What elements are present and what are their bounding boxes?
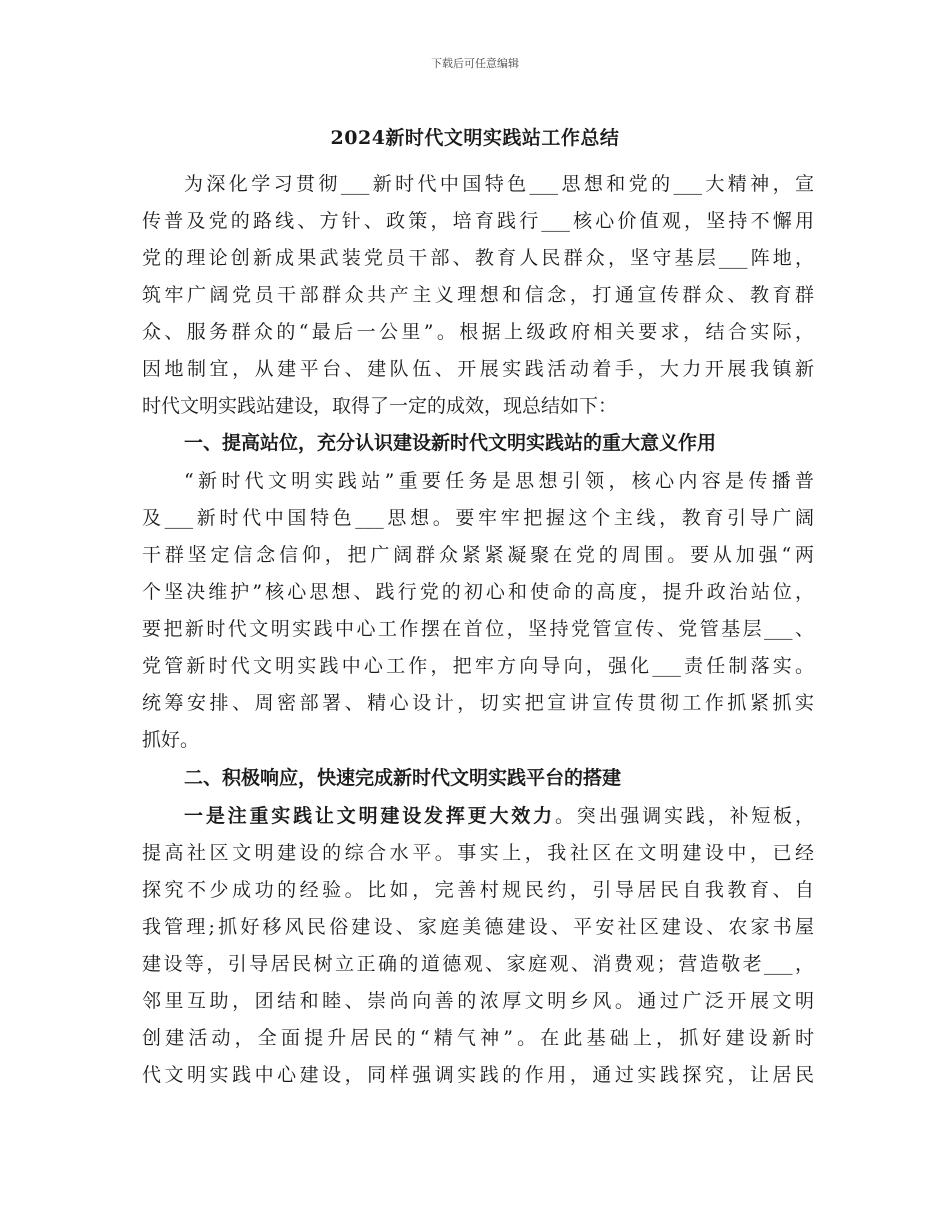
lead-in-rest: 。突出强调实践，补短板， — [554, 805, 814, 827]
paragraph-line: 提高社区文明建设的综合水平。事实上，我社区在文明建设中，已经 — [142, 842, 814, 864]
paragraph-line: 干群坚定信念信仰，把广阔群众紧紧凝聚在党的周围。要从加强“两 — [142, 544, 814, 566]
paragraph-line: 邻里互助，团结和睦、崇尚向善的浓厚文明乡风。通过广泛开展文明 — [142, 990, 814, 1012]
section-heading-2: 二、积极响应，快速完成新时代文明实践平台的搭建 — [184, 767, 622, 789]
paragraph-line: 筑牢广阔党员干部群众共产主义理想和信念，打通宣传群众、教育群 — [142, 284, 814, 306]
paragraph-line: 为深化学习贯彻___新时代中国特色___思想和党的___大精神，宣 — [184, 173, 814, 195]
document-title: 2024新时代文明实践站工作总结 — [330, 127, 620, 149]
paragraph-line: 统筹安排、周密部署、精心设计，切实把宣讲宣传贯彻工作抓紧抓实 — [142, 692, 814, 714]
paragraph-line: 抓好。 — [142, 729, 200, 751]
paragraph-line: 创建活动，全面提升居民的“精气神”。在此基础上，抓好建设新时 — [142, 1027, 814, 1049]
paragraph-line: 党管新时代文明实践中心工作，把牢方向导向，强化___责任制落实。 — [142, 655, 814, 677]
paragraph-line: 建设等，引导居民树立正确的道德观、家庭观、消费观；营造敬老___， — [142, 953, 814, 975]
paragraph-line: 要把新时代文明实践中心工作摆在首位，坚持党管宣传、党管基层___、 — [142, 618, 814, 640]
section-heading-1: 一、提高站位，充分认识建设新时代文明实践站的重大意义作用 — [184, 432, 717, 454]
paragraph-line: 代文明实践中心建设，同样强调实践的作用，通过实践探究，让居民 — [142, 1064, 814, 1086]
paragraph-line: 探究不少成功的经验。比如，完善村规民约，引导居民自我教育、自 — [142, 879, 814, 901]
paragraph-line: 我管理;抓好移风民俗建设、家庭美德建设、平安社区建设、农家书屋 — [142, 916, 814, 938]
paragraph-line: “新时代文明实践站”重要任务是思想引领，核心内容是传播普 — [184, 470, 814, 492]
paragraph-line: 众、服务群众的“最后一公里”。根据上级政府相关要求，结合实际， — [142, 321, 814, 343]
paragraph-line: 及___新时代中国特色___思想。要牢牢把握这个主线，教育引导广阔 — [142, 507, 814, 529]
lead-in-bold: 一是注重实践让文明建设发挥更大效力 — [184, 805, 555, 827]
page-header-note: 下载后可任意编辑 — [431, 57, 519, 70]
paragraph-line — [184, 798, 814, 835]
paragraph-line: 传普及党的路线、方针、政策，培育践行___核心价值观，坚持不懈用 — [142, 210, 814, 232]
paragraph-line: 时代文明实践站建设，取得了一定的成效，现总结如下： — [142, 395, 618, 417]
paragraph-line: 个坚决维护”核心思想、践行党的初心和使命的高度，提升政治站位， — [142, 581, 814, 603]
paragraph-line: 党的理论创新成果武装党员干部、教育人民群众，坚守基层___阵地， — [142, 247, 814, 269]
paragraph-line: 因地制宜，从建平台、建队伍、开展实践活动着手，大力开展我镇新 — [142, 358, 814, 380]
